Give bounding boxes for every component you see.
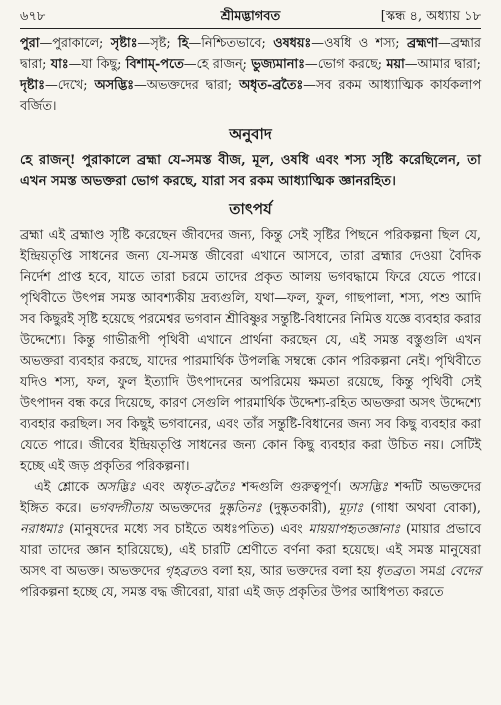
purport-paragraph-1: ব্রহ্মা এই ব্রহ্মাণ্ড সৃষ্টি করেছেন জীবদের জন্য, কিন্তু সেই সৃষ্টির পিছনে পরিকল্পনা ছিল যে, ইন্দ্রিয়তৃপ্তি সাধনের জন্য যে-সমস্ত জীবেরা এখানে আসবে, তারা ব্রহ্মার দেওয়া বৈদিক নির্দেশ প্রাপ্ত হবে, যাতে তারা চরমে তাদের প্রকৃত আলয় ভগবদ্ধামে ফিরে যেতে পারে। পৃথিবীতে উৎপন্ন সমস্ত আবশ্যকীয় দ্রব্যগুলি, যথা—ফল, ফুল, গাছপালা, শস্য, পশু আদি সব কিছুরই সৃষ্টি হয়েছে পরমেশ্বর ভগবান শ্রীবিষ্ণুর সন্তুষ্টি-বিধানের নিমিত্ত যজ্ঞে ব্যবহার করার উদ্দেশ্যে। কিন্তু গাভীরূপী পৃথিবী এখানে প্রার্থনা করছেন যে, এই সমস্ত বস্তুগুলি এখন অভক্তরা ব্যবহার করছে, যাদের পারমার্থিক উপলব্ধি সম্বন্ধে কোন পরিকল্পনা নেই। পৃথিবীতে যদিও শস্য, ফল, ফুল ইত্যাদি উৎপাদনের অপরিমেয় ক্ষমতা রয়েছে, কিন্তু পৃথিবী সেই উৎপাদন বন্ধ করে দিয়েছে, কারণ সেগুলি পারমার্থিক উদ্দেশ্য-রহিত অভক্তরা অসৎ উদ্দেশ্যে ব্যবহার করছিল। সব কিছুই ভগবানের, এবং তাঁর সন্তুষ্টি-বিধানের জন্য সব কিছু ব্যবহার করা যেতে পারে। জীবের ইন্দ্রিয়তৃপ্তি সাধনের জন্য কোন কিছু ব্যবহার করা উচিত নয়। সেটিই হচ্ছে এই জড় প্রকৃতির পরিকল্পনা। [20, 228, 481, 474]
italic-term: দুষ্কৃতিনঃ [218, 501, 262, 516]
word-term: ওষধয়ঃ [273, 36, 312, 51]
word-term: ভুজ্যমানাঃ [251, 57, 305, 72]
italic-term: মূঢ়াঃ [338, 501, 364, 516]
word-meaning: —যা কিছু; [68, 57, 126, 72]
page-number: ৬৭৮ [20, 9, 46, 24]
word-term: হি [178, 36, 189, 51]
page-header [20, 7, 481, 27]
word-term: যাঃ [50, 57, 69, 72]
word-meanings [20, 33, 481, 117]
italic-term: বেদের [449, 564, 481, 579]
text-run: (দুষ্কৃতকারী), [261, 501, 339, 516]
page-content [20, 33, 481, 603]
italic-term: ধৃতব্রত [375, 564, 412, 579]
text-run: শব্দটি অভক্তদের ইঙ্গিত করে। [20, 480, 482, 516]
word-term: সৃষ্টাঃ [110, 36, 138, 51]
word-meaning: —ব্রহ্মার দ্বারা; [20, 36, 481, 72]
text-run: । সমগ্র [411, 564, 450, 579]
word-meaning: —পুরাকালে; [39, 36, 111, 51]
word-term: দৃষ্টাঃ [20, 78, 45, 93]
text-run: ও বলা হয়, আর ভক্তদের বলা হয় [198, 564, 376, 579]
purport [20, 225, 481, 603]
italic-term: অসদ্ভিঃ [348, 480, 388, 495]
text-run: এই শ্লোকে [34, 480, 96, 495]
text-run: শব্দগুলি গুরুত্বপূর্ণ। [234, 480, 349, 495]
italic-term: ভগবদ্গীতায় [88, 501, 152, 516]
italic-term: মায়য়াপহৃতজ্ঞানাঃ [308, 522, 401, 537]
text-run: (মানুষদের মধ্যে সব চাইতে অধঃপতিত) এবং [63, 522, 309, 537]
word-term: ময়া [386, 57, 405, 72]
italic-term: গৃহব্রত [164, 564, 199, 579]
book-title: শ্রীমদ্ভাগবত [220, 9, 281, 24]
word-term: ব্রহ্মণা [406, 36, 438, 51]
italic-term: অধৃত-ব্রতৈঃ [171, 480, 235, 495]
translation-text: হে রাজন্! পুরাকালে ব্রহ্মা যে-সমস্ত বীজ, মূল, ওষধি এবং শস্য সৃষ্টি করেছিলেন, তা এখন সমস্ত অভক্তরা ভোগ করছে, যারা সব রকম আধ্যাত্মিক জ্ঞানরহিত। [20, 153, 481, 189]
word-term: অধৃত-ব্রতৈঃ [239, 78, 304, 93]
text-run: অভক্তদের [151, 501, 219, 516]
header-divider [20, 28, 481, 29]
word-meaning: —আমার দ্বারা; [404, 57, 481, 72]
purport-paragraph-2 [20, 477, 481, 603]
purport-heading: তাৎপর্য [229, 200, 272, 218]
translation-heading: অনুবাদ [229, 125, 272, 143]
italic-term: নরাধমাঃ [20, 522, 64, 537]
text-run: পরিকল্পনা হচ্ছে যে, সমস্ত বদ্ধ জীবেরা, যারা এই জড় প্রকৃতির উপর আধিপত্য করতে [20, 585, 444, 600]
text-run: এবং [135, 480, 172, 495]
italic-term: অসদ্ভিঃ [95, 480, 136, 495]
word-meaning: —অভক্তদের দ্বারা; [133, 78, 240, 93]
word-term: অসদ্ভিঃ [94, 78, 134, 93]
word-term: বিশাম্-পতে [125, 57, 184, 72]
word-meaning: —ওষধি ও শস্য; [311, 36, 407, 51]
word-meaning: —সব রকম আধ্যাত্মিক কার্যকলাপ বর্জিত। [20, 78, 482, 114]
text-run: (গাধা অথবা বোকা), [363, 501, 481, 516]
text-run: (মায়ার প্রভাবে যারা তাদের জ্ঞান হারিয়েছে), এই চারটি শ্রেণীতে বর্ণনা করা হয়েছে। এই সমস্ত মানুষেরা অসৎ বা অভক্ত। অভক্তদের [20, 522, 481, 579]
word-meaning: —ভোগ করছে; [304, 57, 387, 72]
section-reference: [স্কন্ধ ৪, অধ্যায় ১৮ [380, 9, 481, 24]
word-meaning: —সৃষ্ট; [137, 36, 179, 51]
word-meaning: —হে রাজন্; [183, 57, 252, 72]
word-term: পুরা [20, 36, 40, 51]
word-meaning: —দেখে; [44, 78, 95, 93]
word-meaning: —নিশ্চিতভাবে; [188, 36, 274, 51]
